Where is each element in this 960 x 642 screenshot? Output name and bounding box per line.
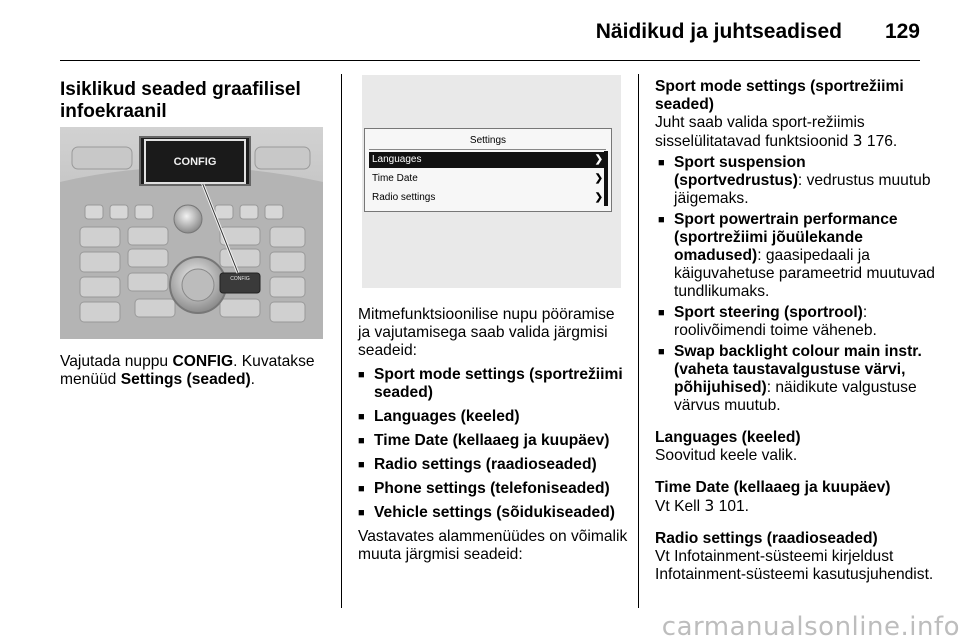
list-item-desc: : vedrustus muutub jäigemaks. <box>674 172 931 207</box>
config-callout <box>144 139 246 184</box>
lcd-title: Settings <box>469 135 507 146</box>
list-item <box>658 211 935 301</box>
caption-settings: Settings (seaded) <box>120 371 251 388</box>
header-rule <box>60 60 920 61</box>
list-item: ■ Radio settings (raadioseaded) <box>358 456 630 474</box>
lcd-item-time-date <box>369 171 606 187</box>
list-item <box>658 343 935 415</box>
sport-mode-text-pre: Juht saab valida sport-režiimis sisselülitatavad funktsioonid <box>655 114 865 150</box>
lcd-title-rule <box>369 149 606 150</box>
time-date-text <box>655 497 935 516</box>
column-divider-left <box>341 74 342 608</box>
list-item: ■ Phone settings (telefoniseaded) <box>358 480 630 498</box>
time-date-heading: Time Date (kellaaeg ja kuupäev) <box>655 479 891 496</box>
sport-mode-text <box>655 114 935 151</box>
list-item-desc: : gaasipedaali ja käiguvahetuse parameetrid muutuvad tundlikumaks. <box>674 247 935 300</box>
control-panel-photo <box>60 127 323 339</box>
chevron-right-icon: ❯ <box>594 173 603 184</box>
list-item-desc: : roolivõimendi toime väheneb. <box>674 304 877 339</box>
list-item: ■ Time Date (kellaaeg ja kuupäev) <box>358 432 630 450</box>
column-divider-right <box>638 74 639 608</box>
list-item: ■ Languages (keeled) <box>358 408 630 426</box>
page-reference-icon: 3 <box>704 497 715 515</box>
list-item <box>658 154 935 208</box>
caption-text-3: . <box>250 371 256 388</box>
config-callout-label: CONFIG <box>173 156 217 168</box>
page-reference-icon: 3 <box>852 132 863 150</box>
caption-text-2: . Kuvatakse menüüd <box>60 353 315 388</box>
lcd-display <box>364 128 612 212</box>
lcd-item-radio-settings <box>369 190 606 206</box>
time-date-text-ref: 101. <box>714 498 750 515</box>
languages-heading: Languages (keeled) <box>655 429 801 446</box>
page-header-title: Näidikud ja juhtseadised <box>595 20 842 43</box>
lcd-item-label: Languages <box>372 154 422 165</box>
intro-paragraph: Mitmefunktsioonilise nupu pööramise ja vajutamisega saab valida järgmisi seadeid: <box>358 306 615 359</box>
lcd-item-languages <box>369 152 606 168</box>
languages-text: Soovitud keele valik. <box>655 447 798 464</box>
list-item-term: Sport suspension (sportvedrustus) <box>674 154 806 189</box>
page-number: 129 <box>884 20 920 43</box>
sport-settings-list <box>655 154 935 415</box>
sport-mode-heading: Sport mode settings (sportrežiimi seaded) <box>655 78 904 113</box>
watermark: carmanualsonline.info <box>661 612 960 642</box>
chevron-right-icon: ❯ <box>594 192 603 203</box>
left-caption <box>60 353 332 389</box>
right-column-text <box>655 78 935 584</box>
settings-list <box>358 366 630 522</box>
outro-paragraph: Vastavates alammenüüdes on võimalik muuta järgmisi seadeid: <box>358 528 628 563</box>
config-button-label: CONFIG <box>230 276 250 282</box>
lcd-item-label: Time Date <box>372 173 418 184</box>
chevron-right-icon: ❯ <box>594 154 603 165</box>
lcd-item-label: Radio settings <box>372 192 436 203</box>
radio-settings-text: Vt Infotainment-süsteemi kirjeldust Infotainment-süsteemi kasutusjuhendist. <box>655 548 934 583</box>
list-item-term: Sport powertrain performance (sportrežiimi jõuülekande omadused) <box>674 211 898 264</box>
list-item: ■ Vehicle settings (sõidukiseaded) <box>358 504 630 522</box>
sport-mode-text-ref: 176. <box>862 133 898 150</box>
list-item-desc: : näidikute valgustuse värvus muutub. <box>674 379 917 414</box>
caption-config: CONFIG <box>172 353 234 370</box>
radio-settings-heading: Radio settings (raadioseaded) <box>655 530 878 547</box>
settings-screen-image <box>362 75 621 288</box>
time-date-text-pre: Vt Kell <box>655 498 705 515</box>
list-item: ■ Sport mode settings (sportrežiimi seaded) <box>358 366 630 402</box>
middle-column-text <box>358 306 630 564</box>
lcd-scrollbar <box>604 151 608 206</box>
list-item <box>658 304 935 340</box>
section-heading: Isiklikud seaded graafilisel infoekraanil <box>60 79 301 122</box>
caption-text-1: Vajutada nuppu <box>60 353 173 370</box>
list-item-term: Sport steering (sportrool) <box>674 304 863 321</box>
list-item-term: Swap backlight colour main instr. (vaheta taustavalgustuse värvi, põhijuhised) <box>674 343 922 396</box>
